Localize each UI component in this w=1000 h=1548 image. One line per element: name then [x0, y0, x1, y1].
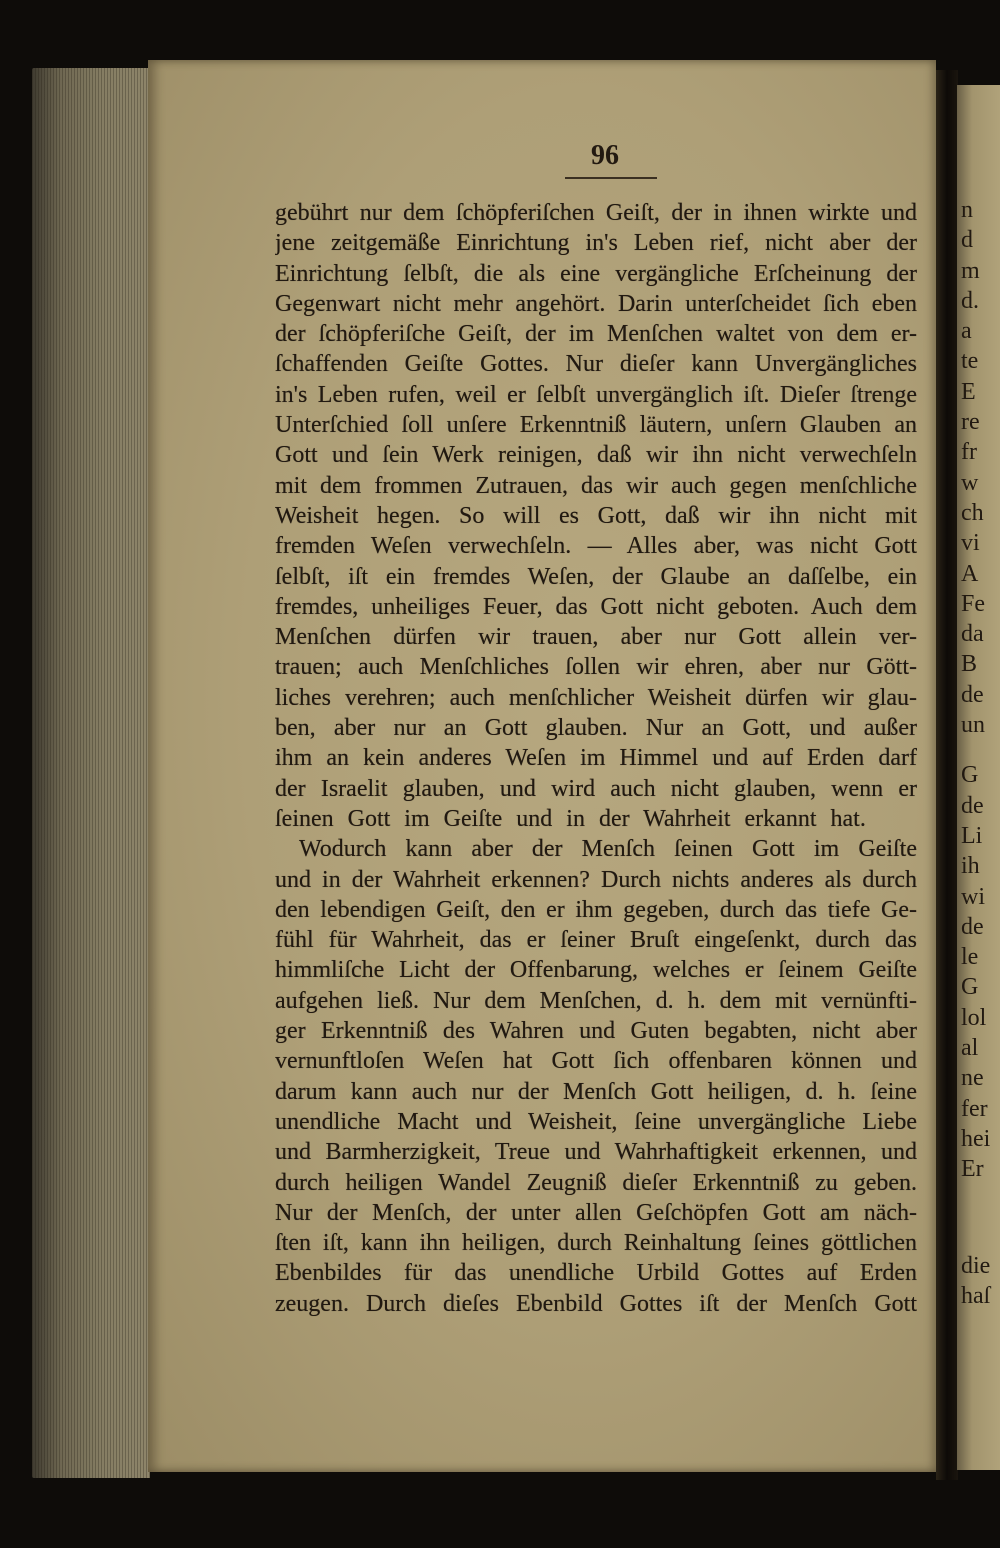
text-line: Ebenbildes für das unendliche Urbild Gottes auf Erden — [275, 1260, 917, 1287]
adjacent-page — [957, 85, 1000, 1470]
text-line: der ſchöpferiſche Geiſt, der im Menſchen waltet von dem er- — [275, 321, 917, 348]
text-fragment: lol — [961, 1004, 987, 1031]
text-fragment: B — [961, 651, 978, 678]
text-line: mit dem frommen Zutrauen, das wir auch gegen menſchliche — [275, 472, 917, 499]
text-fragment: de — [961, 913, 984, 940]
text-fragment: hei — [961, 1125, 991, 1152]
text-fragment: da — [961, 621, 984, 648]
adjacent-page-fragments-middle — [957, 760, 1000, 1184]
text-fragment: te — [961, 348, 979, 375]
text-fragment: de — [961, 792, 984, 819]
text-line: himmliſche Licht der Offenbarung, welches er ſeinem Geiſte — [275, 957, 917, 984]
text-line: der Israelit glauben, und wird auch nicht glauben, wenn er — [275, 775, 917, 802]
text-fragment: wi — [961, 883, 985, 910]
text-line: vernunftloſen Weſen hat Gott ſich offenbaren können und — [275, 1048, 917, 1075]
text-line: liches verehren; auch menſchlicher Weisheit dürfen wir glau- — [275, 684, 917, 711]
text-fragment: fr — [961, 439, 977, 466]
text-fragment: re — [961, 409, 980, 436]
text-fragment: w — [961, 469, 979, 496]
text-fragment: E — [961, 378, 976, 405]
text-line: trauen; auch Menſchliches ſollen wir ehren, aber nur Gött- — [275, 654, 917, 681]
text-line: Gott und ſein Werk reinigen, daß wir ihn nicht verwechſeln — [275, 442, 917, 469]
text-line: ger Erkenntniß des Wahren und Guten begabten, nicht aber — [275, 1018, 917, 1045]
text-fragment: G — [961, 974, 979, 1001]
text-fragment: Li — [961, 822, 983, 849]
text-line: zeugen. Durch dieſes Ebenbild Gottes iſt der Menſch Gott — [275, 1290, 917, 1317]
text-line: unendliche Macht und Weisheit, ſeine unvergängliche Liebe — [275, 1108, 917, 1135]
text-fragment: vi — [961, 530, 980, 557]
page-number: 96 — [591, 140, 619, 171]
text-line: ſten iſt, kann ihn heiligen, durch Reinhaltung ſeines göttlichen — [275, 1230, 917, 1257]
text-fragment: haſ — [961, 1282, 991, 1309]
text-fragment: die — [961, 1252, 991, 1279]
text-line: jene zeitgemäße Einrichtung in's Leben rief, nicht aber der — [275, 230, 917, 257]
text-fragment: fer — [961, 1095, 988, 1122]
text-fragment: le — [961, 944, 979, 971]
text-fragment: ih — [961, 853, 980, 880]
text-fragment: G — [961, 762, 979, 789]
text-fragment: Fe — [961, 590, 985, 617]
text-line: darum kann auch nur der Menſch Gott heiligen, d. h. ſeine — [275, 1078, 917, 1105]
adjacent-page-fragments-top — [957, 195, 1000, 740]
text-line: fühl für Wahrheit, das er ſeiner Bruſt eingeſenkt, durch das — [275, 927, 917, 954]
text-line: und Barmherzigkeit, Treue und Wahrhaftigkeit erkennen, und — [275, 1139, 917, 1166]
text-fragment: ne — [961, 1065, 984, 1092]
text-line: gebührt nur dem ſchöpferiſchen Geiſt, der in ihnen wirkte und — [275, 200, 917, 226]
text-line: ſchaffenden Geiſte Gottes. Nur dieſer kann Unvergängliches — [275, 351, 917, 378]
text-fragment: n — [961, 197, 973, 223]
text-fragment: ch — [961, 499, 984, 526]
text-line: ihm an kein anderes Weſen im Himmel und auf Erden darf — [275, 745, 917, 772]
text-line: ben, aber nur an Gott glauben. Nur an Gott, und außer — [275, 715, 917, 742]
book-page — [148, 60, 936, 1472]
adjacent-page-fragments-bottom — [957, 1251, 1000, 1312]
text-fragment: Er — [961, 1156, 984, 1183]
text-line: ſelbſt, iſt ein fremdes Weſen, der Glaube an daſſelbe, ein — [275, 563, 917, 590]
page-stack-edges — [32, 68, 150, 1478]
text-line: Gegenwart nicht mehr angehört. Darin unterſcheidet ſich eben — [275, 290, 917, 317]
text-line: und in der Wahrheit erkennen? Durch nichts anderes als durch — [275, 866, 917, 893]
text-fragment: un — [961, 712, 985, 739]
text-fragment: de — [961, 681, 984, 708]
text-line: Weisheit hegen. So will es Gott, daß wir ihn nicht mit — [275, 502, 917, 529]
text-line: aufgehen ließ. Nur dem Menſchen, d. h. dem mit vernünfti- — [275, 987, 917, 1014]
text-fragment: al — [961, 1035, 979, 1062]
text-fragment: a — [961, 318, 972, 345]
text-line: in's Leben rufen, weil er ſelbſt unvergänglich iſt. Dieſer ſtrenge — [275, 381, 917, 408]
body-text — [275, 198, 917, 1319]
text-line: Menſchen dürfen wir trauen, aber nur Gott allein ver- — [275, 624, 917, 651]
text-fragment: d. — [961, 287, 979, 314]
text-line: fremden Weſen verwechſeln. — Alles aber, was nicht Gott — [275, 533, 917, 560]
text-line-paragraph-start: Wodurch kann aber der Menſch ſeinen Gott im Geiſte — [299, 836, 917, 863]
page-number-rule — [565, 177, 657, 179]
text-fragment: A — [961, 560, 979, 587]
text-line: Einrichtung ſelbſt, die als eine vergängliche Erſcheinung der — [275, 260, 917, 287]
text-line: Nur der Menſch, der unter allen Geſchöpfen Gott am näch- — [275, 1199, 917, 1226]
text-line: durch heiligen Wandel Zeugniß dieſer Erkenntniß zu geben. — [275, 1169, 917, 1196]
text-fragment: d — [961, 227, 973, 254]
book-gutter-shadow — [936, 70, 958, 1480]
text-fragment: m — [961, 257, 980, 284]
text-line: Unterſchied ſoll unſere Erkenntniß läutern, unſern Glauben an — [275, 412, 917, 439]
text-line-paragraph-end: ſeinen Gott im Geiſte und in der Wahrheit erkannt hat. — [275, 805, 866, 832]
text-line: den lebendigen Geiſt, den er ihm gegeben, durch das tiefe Ge- — [275, 896, 917, 923]
text-line: fremdes, unheiliges Feuer, das Gott nicht geboten. Auch dem — [275, 593, 917, 620]
